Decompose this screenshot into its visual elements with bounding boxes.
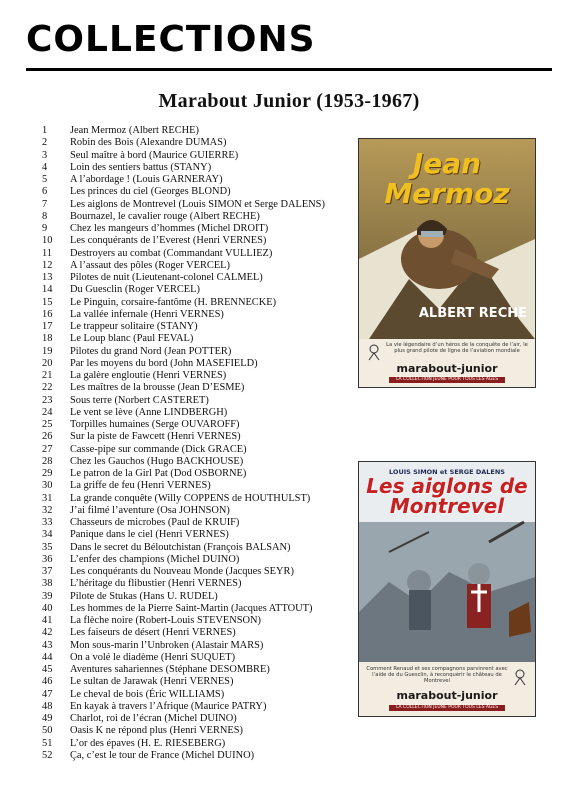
book-number: 15 [42,296,53,308]
book-number: 16 [42,308,53,320]
book-number: 36 [42,553,53,565]
book-title: Sur la piste de Fawcett (Henri VERNES) [70,431,241,443]
book-title: Casse-pipe sur commande (Dick GRACE) [70,443,247,455]
list-item [42,578,325,590]
book-number: 18 [42,333,53,345]
book-title: Chez les mangeurs d’hommes (Michel DROIT) [70,223,269,234]
cover-title: Jean Mermoz [384,147,510,210]
book-number: 1 [42,125,48,136]
book-title: Destroyers au combat (Commandant VULLIEZ) [70,247,273,259]
list-item [42,640,325,652]
cover-aiglons-de-montrevel [358,461,536,717]
list-item [42,309,325,321]
book-title: Le Loup blanc (Paul FEVAL) [70,333,194,345]
list-item [42,725,325,737]
cover-brand: marabout-junior [396,362,498,375]
book-number: 52 [42,749,53,761]
book-title: Dans le secret du Béloutchistan (François BALSAN) [70,541,291,553]
list-item [42,591,325,603]
list-item [42,542,325,554]
list-item [42,346,325,358]
cover-brand: marabout-junior [396,689,498,702]
book-title: Les faiseurs de désert (Henri VERNES) [70,627,236,639]
list-item [42,125,325,137]
book-title: Pilotes de nuit (Lieutenant-colonel CALMEL) [70,272,263,283]
book-number: 23 [42,394,53,406]
book-title: Mon sous-marin l’Unbroken (Alastair MARS) [70,639,264,651]
book-number: 28 [42,455,53,467]
list-item [42,174,325,186]
book-title: Par les moyens du bord (John MASEFIELD) [70,357,258,369]
book-number: 2 [42,137,48,149]
book-title: Le Pinguin, corsaire-fantôme (H. BRENNECKE) [70,296,277,308]
book-number: 31 [42,492,53,504]
list-item [42,664,325,676]
book-number: 19 [42,345,53,357]
cover-blurb: Comment Renaud et ses compagnons parvinrent avec l’aide de du Guesclin, à reconquérir le château de Montrevel [366,666,508,684]
list-item [42,701,325,713]
book-number: 49 [42,713,53,724]
book-number: 32 [42,504,53,516]
book-number: 3 [42,149,48,161]
book-number: 42 [42,627,53,639]
book-title: Panique dans le ciel (Henri VERNES) [70,529,229,541]
book-title: La galère engloutie (Henri VERNES) [70,370,227,381]
list-item [42,382,325,394]
book-number: 40 [42,602,53,614]
book-title: En kayak à travers l’Afrique (Maurice PATRY) [70,700,267,712]
list-item [42,186,325,198]
book-number: 25 [42,419,53,430]
list-item [42,260,325,272]
list-item [42,615,325,627]
book-title: La flèche noire (Robert-Louis STEVENSON) [70,615,262,626]
book-number: 20 [42,357,53,369]
book-number: 6 [42,186,48,198]
list-item [42,431,325,443]
list-item [42,419,325,431]
book-title: Le vent se lève (Anne LINDBERGH) [70,406,228,418]
book-title: Pilotes du grand Nord (Jean POTTER) [70,345,232,357]
list-item [42,248,325,260]
book-number: 43 [42,639,53,651]
list-item [42,689,325,701]
book-title: Loin des sentiers battus (STANY) [70,161,212,173]
book-number: 26 [42,431,53,443]
book-number: 9 [42,223,48,234]
list-item [42,407,325,419]
list-item [42,480,325,492]
book-number: 14 [42,284,53,296]
book-title: Aventures sahariennes (Stéphane DESOMBRE) [70,664,270,675]
book-title: Charlot, roi de l’écran (Michel DUINO) [70,713,237,724]
list-item [42,505,325,517]
list-item [42,566,325,578]
book-title: Les princes du ciel (Georges BLOND) [70,186,231,198]
list-item [42,137,325,149]
cover-title: Les aiglons de Montrevel [366,474,528,518]
book-number: 48 [42,700,53,712]
list-item [42,517,325,529]
cover-author: ALBERT RECHE [418,306,527,321]
book-number: 11 [42,247,53,259]
book-title: Ça, c’est le tour de France (Michel DUINO) [70,749,255,761]
list-item [42,358,325,370]
book-number: 7 [42,198,48,210]
book-number: 29 [42,468,53,479]
book-title: A l’abordage ! (Louis GARNERAY) [70,174,223,185]
list-item [42,750,325,762]
book-number: 51 [42,737,53,749]
list-item [42,627,325,639]
book-number: 34 [42,529,53,541]
list-item [42,468,325,480]
list-item [42,603,325,615]
book-title: Le patron de la Girl Pat (Dod OSBORNE) [70,468,247,479]
book-number: 35 [42,541,53,553]
book-number: 27 [42,443,53,455]
book-title: Les hommes de la Pierre Saint-Martin (Jacques ATTOUT) [70,602,313,614]
book-title: L’or des épaves (H. E. RIESEBERG) [70,737,226,749]
list-item [42,554,325,566]
book-title: Le sultan de Jarawak (Henri VERNES) [70,676,234,688]
list-item [42,235,325,247]
book-number: 44 [42,651,53,663]
list-item [42,272,325,284]
book-title: Pilote de Stukas (Hans U. RUDEL) [70,590,218,602]
book-number: 30 [42,480,53,492]
book-number: 13 [42,272,53,283]
book-number: 4 [42,161,48,173]
book-title: La grande conquête (Willy COPPENS de HOUTHULST) [70,492,311,504]
book-title: Le trappeur solitaire (STANY) [70,321,198,332]
list-item [42,211,325,223]
cover-jean-mermoz [358,138,536,388]
book-title: Les maîtres de la brousse (Jean D’ESME) [70,382,245,394]
book-title: Robin des Bois (Alexandre DUMAS) [70,137,227,149]
book-title: Sous terre (Norbert CASTERET) [70,394,209,406]
list-item [42,444,325,456]
book-number: 39 [42,590,53,602]
collection-subtitle: Marabout Junior (1953-1967) [158,90,420,112]
list-item [42,676,325,688]
book-list [42,125,325,762]
book-number: 50 [42,725,53,737]
mascot-icon [365,343,383,361]
book-number: 41 [42,615,53,626]
book-number: 47 [42,688,53,700]
list-item [42,223,325,235]
cover-slogan: LA COLLECTION JEUNE POUR TOUS LES ÂGES [389,705,505,711]
page-header [26,18,552,78]
list-item [42,493,325,505]
book-title: Bournazel, le cavalier rouge (Albert RECHE) [70,210,260,222]
book-number: 5 [42,174,48,185]
book-title: Chasseurs de microbes (Paul de KRUIF) [70,517,240,528]
list-item [42,297,325,309]
book-number: 24 [42,406,53,418]
book-number: 38 [42,578,53,590]
book-title: La griffe de feu (Henri VERNES) [70,480,211,492]
book-number: 10 [42,235,53,247]
book-title: Le cheval de bois (Éric WILLIAMS) [70,688,225,700]
book-title: Torpilles humaines (Serge OUVAROFF) [70,419,240,430]
mascot-icon [511,668,529,686]
list-item [42,370,325,382]
list-item [42,284,325,296]
list-item [42,652,325,664]
list-item [42,321,325,333]
page-title: COLLECTIONS [26,19,316,60]
book-title: J’ai filmé l’aventure (Osa JOHNSON) [70,504,230,516]
book-number: 45 [42,664,53,675]
list-item [42,395,325,407]
book-number: 46 [42,676,53,688]
list-item [42,529,325,541]
book-title: On a volé le diadème (Henri SUQUET) [70,651,236,663]
book-number: 21 [42,370,53,381]
cover-blurb: La vie légendaire d’un héros de la conquête de l’air, le plus grand pilote de ligne de l’aviation mondiale [386,342,528,354]
book-title: Les conquérants du Nouveau Monde (Jacques SEYR) [70,566,294,577]
book-title: Les aiglons de Montrevel (Louis SIMON et Serge DALENS) [70,198,325,210]
book-title: L’enfer des champions (Michel DUINO) [70,553,240,565]
book-title: Les conquérants de l’Everest (Henri VERNES) [70,235,267,247]
list-item [42,456,325,468]
book-title: Seul maître à bord (Maurice GUIERRE) [70,149,239,161]
book-title: Du Guesclin (Roger VERCEL) [70,284,200,296]
book-number: 12 [42,259,53,271]
book-number: 22 [42,382,53,394]
book-number: 17 [42,321,53,332]
book-title: A l’assaut des pôles (Roger VERCEL) [70,259,230,271]
book-title: Chez les Gauchos (Hugo BACKHOUSE) [70,455,244,467]
list-item [42,333,325,345]
book-number: 8 [42,210,48,222]
list-item [42,150,325,162]
cover-slogan: LA COLLECTION JEUNE POUR TOUS LES ÂGES [389,377,505,383]
book-number: 33 [42,517,53,528]
book-number: 37 [42,566,53,577]
book-title: Oasis K ne répond plus (Henri VERNES) [70,725,243,737]
list-item [42,713,325,725]
book-title: L’héritage du flibustier (Henri VERNES) [70,578,242,590]
cover-authors: LOUIS SIMON et SERGE DALENS [389,468,505,476]
header-rule [26,68,552,71]
list-item [42,199,325,211]
list-item [42,162,325,174]
list-item [42,738,325,750]
book-title: Jean Mermoz (Albert RECHE) [70,125,199,136]
book-title: La vallée infernale (Henri VERNES) [70,308,224,320]
